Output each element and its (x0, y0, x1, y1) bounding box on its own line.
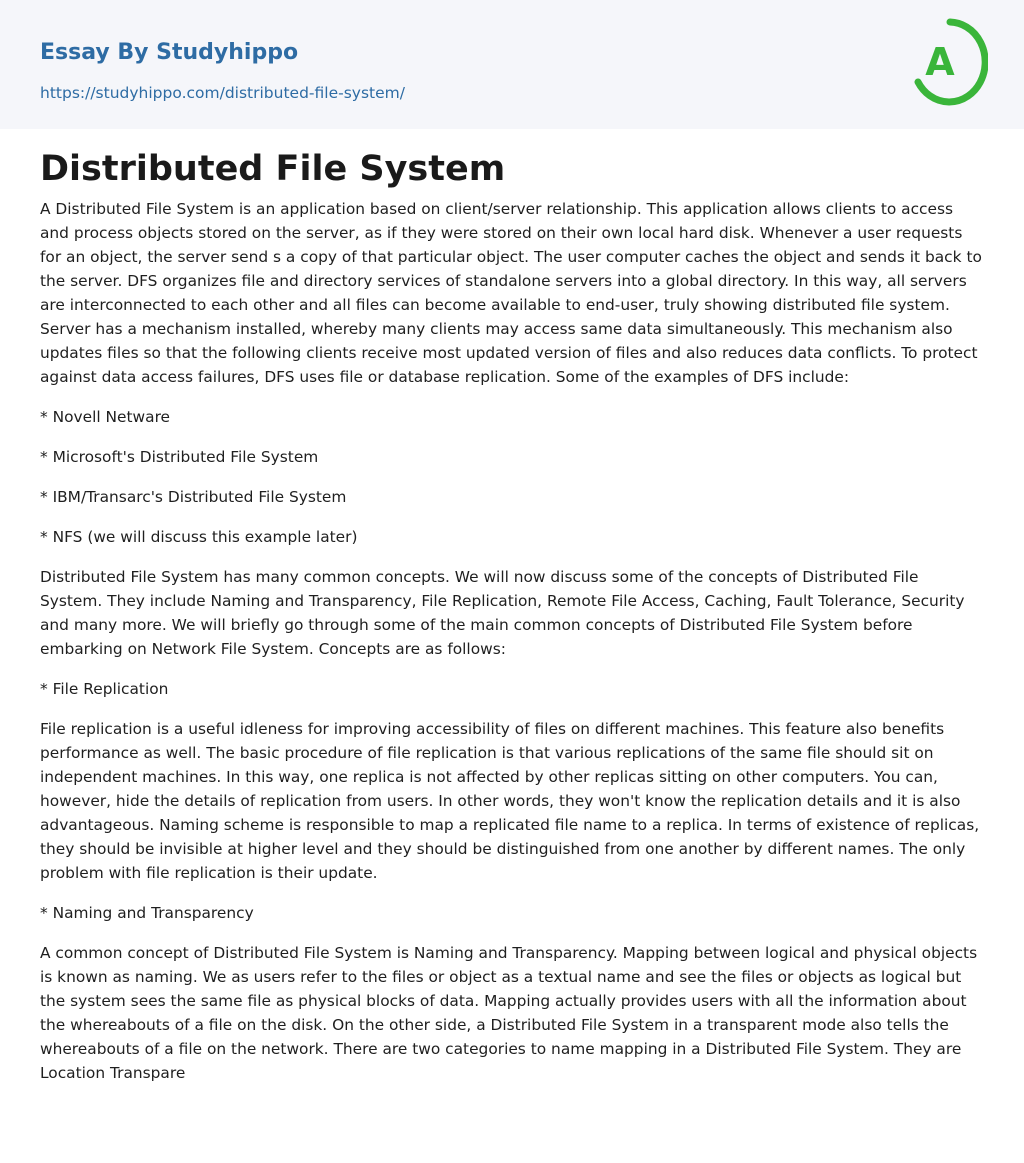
article-paragraph: File replication is a useful idleness for improving accessibility of files on different machines. This feature also benefits performance as well. The basic procedure of file replication is that various replications of the same file should sit on independent machines. In this way, one replica is not affected by other replicas sitting on other computers. You can, however, hide the details of replication from users. In other words, they won't know the replication details and it is also advantageous. Naming scheme is responsible to map a replicated file name to a replica. In terms of existence of replicas, they should be invisible at higher level and they should be distinguished from one another by different names. The only problem with file replication is their update. (40, 720, 980, 882)
article-paragraph: A common concept of Distributed File System is Naming and Transparency. Mapping between logical and physical objects is known as naming. We as users refer to the files or object as a textual name and see the files or objects as logical but the system sees the same file as physical blocks of data. Mapping actually provides users with all the information about the whereabouts of a file on the disk. On the other side, a Distributed File System in a transparent mode also tells the whereabouts of a file on the network. There are two categories to name mapping in a Distributed File System. They are Location Transpare (40, 944, 978, 1082)
article-paragraph: A Distributed File System is an application based on client/server relationship. This application allows clients to access and process objects stored on the server, as if they were stored on their own local hard disk. Whenever a user requests for an object, the server send s a copy of that particular object. The user computer caches the object and sends it back to the server. DFS organizes file and directory services of standalone servers into a global directory. In this way, all servers are interconnected to each other and all files can become available to end-user, truly showing distributed file system. Server has a mechanism installed, whereby many clients may access same data simultaneously. This mechanism also updates files so that the following clients receive most updated version of files and also reduces data conflicts. To protect against data access failures, DFS uses file or database replication. Some of the examples of DFS include: (40, 200, 982, 386)
essay-url-link[interactable]: https://studyhippo.com/distributed-file-system/ (40, 84, 405, 102)
site-header (0, 0, 1024, 129)
article-list-item: * NFS (we will discuss this example later) (40, 528, 358, 546)
logo-letter: A (925, 40, 955, 84)
article-section-heading: * File Replication (40, 680, 169, 698)
studyhippo-logo-icon (912, 18, 988, 106)
site-brand: Essay By Studyhippo (40, 40, 299, 65)
article-list-item: * IBM/Transarc's Distributed File System (40, 488, 347, 506)
article-content (0, 129, 1024, 1085)
article-list-item: * Microsoft's Distributed File System (40, 448, 319, 466)
article-section-heading: * Naming and Transparency (40, 904, 254, 922)
article-paragraph: Distributed File System has many common concepts. We will now discuss some of the concepts of Distributed File System. They include Naming and Transparency, File Replication, Remote File Access, Caching, Fault Tolerance, Security and many more. We will briefly go through some of the main common concepts of Distributed File System before embarking on Network File System. Concepts are as follows: (40, 568, 965, 658)
article-list-item: * Novell Netware (40, 408, 171, 426)
article-title: Distributed File System (40, 149, 506, 189)
